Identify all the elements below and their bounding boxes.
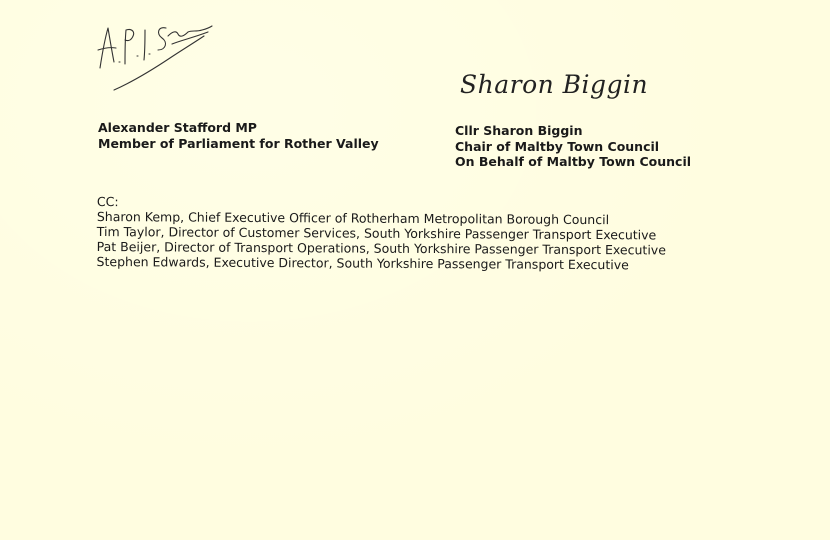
- sender-right-block: [455, 123, 691, 170]
- cc-recipient: Tim Taylor, Director of Customer Services, South Yorkshire Passenger Transport Executive: [96, 223, 657, 243]
- sender-left-name: Alexander Stafford MP: [98, 120, 257, 135]
- sender-right-title: Chair of Maltby Town Council: [455, 138, 660, 154]
- sender-left-block: [98, 120, 379, 151]
- signature-biggin: Sharon Biggin: [460, 70, 649, 99]
- sender-left-title: Member of Parliament for Rother Valley: [98, 135, 379, 151]
- handwritten-signature-stafford: [92, 10, 222, 95]
- sender-right-behalf: On Behalf of Maltby Town Council: [455, 154, 692, 169]
- cc-recipient: Sharon Kemp, Chief Executive Officer of Rotherham Metropolitan Borough Council: [96, 208, 610, 228]
- cc-recipient: Pat Beijer, Director of Transport Operations, South Yorkshire Passenger Transport Executive: [96, 238, 666, 258]
- cc-block: [97, 194, 667, 272]
- cc-label: CC:: [96, 194, 119, 210]
- cc-recipient: Stephen Edwards, Executive Director, South Yorkshire Passenger Transport Executive: [96, 253, 629, 273]
- sender-right-name: Cllr Sharon Biggin: [455, 123, 583, 138]
